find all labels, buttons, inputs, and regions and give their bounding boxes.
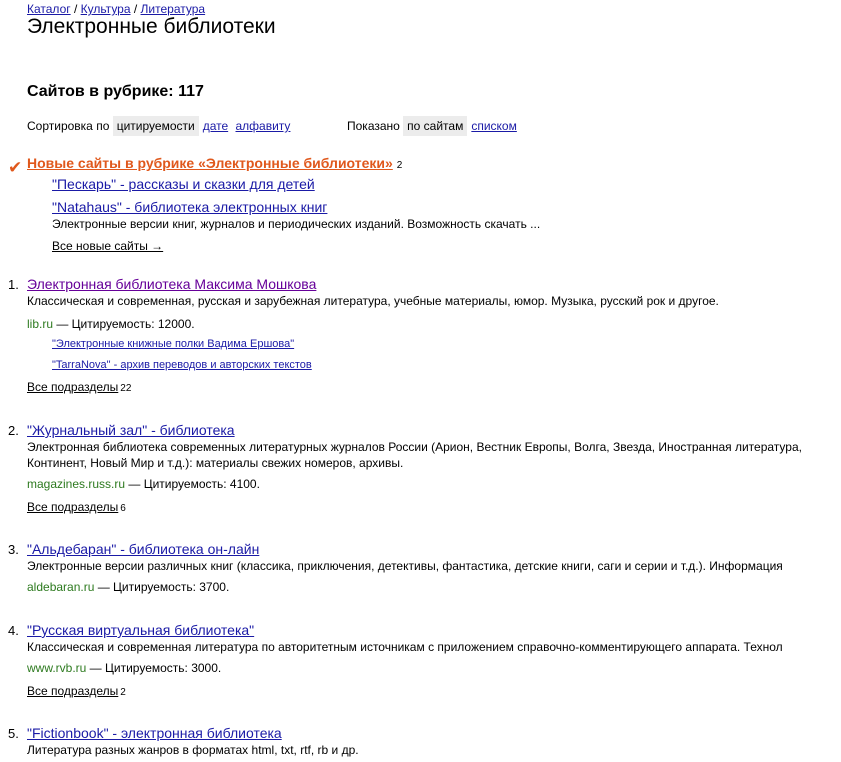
- view-option-list[interactable]: списком: [471, 119, 517, 133]
- all-subsections-link[interactable]: Все подразделы: [27, 684, 119, 698]
- new-sites-link[interactable]: Новые сайты в рубрике «Электронные библиотеки»: [27, 155, 393, 171]
- item-description: Литература разных жанров в форматах html, txt, rtf, rb и др.: [27, 743, 359, 757]
- breadcrumb-culture[interactable]: Культура: [80, 2, 131, 16]
- new-site-description: Электронные версии книг, журналов и периодических изданий. Возможность скачать ...: [52, 217, 541, 231]
- all-subsections: [27, 380, 131, 394]
- item-url: www.rvb.ru: [27, 661, 87, 675]
- breadcrumb-separator: /: [130, 2, 141, 16]
- subsection-item: [52, 338, 294, 350]
- list-item-title: [27, 622, 254, 638]
- item-citation: — Цитируемость: 3700.: [94, 580, 230, 594]
- subsection-count: 6: [120, 503, 126, 514]
- new-sites-header: [27, 155, 402, 171]
- new-site-item: [52, 176, 315, 192]
- page-title: Электронные библиотеки: [27, 15, 276, 38]
- sort-controls: [27, 116, 290, 136]
- new-site-link[interactable]: "Natahaus" - библиотека электронных книг: [52, 199, 328, 215]
- new-site-item: [52, 199, 327, 215]
- item-number: 1.: [8, 277, 19, 292]
- list-item-title: [27, 422, 235, 438]
- checkmark-icon: ✔: [8, 158, 23, 177]
- item-link[interactable]: "Журнальный зал" - библиотека: [27, 422, 235, 438]
- all-new-sites: [52, 239, 163, 253]
- new-site-link[interactable]: "Пескарь" - рассказы и сказки для детей: [52, 176, 315, 192]
- all-subsections-link[interactable]: Все подразделы: [27, 500, 119, 514]
- all-new-sites-link[interactable]: Все новые сайты →: [52, 239, 164, 253]
- breadcrumb-separator: /: [70, 2, 81, 16]
- sort-label: Сортировка по: [27, 119, 110, 133]
- subsection-link[interactable]: "Электронные книжные полки Вадима Ершова": [52, 338, 295, 350]
- item-description: Классическая и современная, русская и зарубежная литература, учебные материалы, юмор. Музыка, русский рок и другое.: [27, 294, 719, 308]
- all-subsections: [27, 500, 126, 514]
- item-citation: — Цитируемость: 4100.: [125, 477, 260, 491]
- item-meta: [27, 661, 221, 675]
- item-number: 4.: [8, 623, 19, 638]
- item-description: Электронная библиотека современных литературных журналов России (Арион, Вестник Европы, Волга, Звезда, Иностранная литература, Континент, Новый Мир и т.д.): материалы свежих номеров, архивы.: [27, 440, 802, 470]
- item-meta: [27, 580, 229, 594]
- view-controls: [347, 116, 517, 136]
- list-item-title: [27, 541, 259, 557]
- sort-option-date[interactable]: дате: [202, 119, 229, 133]
- item-description: Электронные версии различных книг (классика, приключения, детективы, фантастика, детские книги, саги и серии и т.д.). Информация: [27, 559, 783, 573]
- subsection-count: 2: [120, 687, 126, 698]
- sort-option-alphabet[interactable]: алфавиту: [235, 119, 291, 133]
- view-label: Показано: [347, 119, 400, 133]
- all-subsections-link[interactable]: Все подразделы: [27, 380, 119, 394]
- all-subsections: [27, 684, 126, 698]
- item-url: magazines.russ.ru: [27, 477, 126, 491]
- site-count: Сайтов в рубрике: 117: [27, 83, 204, 100]
- breadcrumb: [27, 2, 205, 16]
- view-option-sites: по сайтам: [403, 116, 467, 136]
- sort-option-citation: цитируемости: [113, 116, 199, 136]
- item-number: 3.: [8, 542, 19, 557]
- list-item-title: [27, 725, 282, 741]
- subsection-item: [52, 359, 312, 371]
- item-description: Классическая и современная литература по авторитетным источникам с приложением справочно-комментирующего аппарата. Технол: [27, 640, 783, 654]
- item-link[interactable]: "Fictionbook" - электронная библиотека: [27, 725, 282, 741]
- subsection-link[interactable]: "TarraNova" - архив переводов и авторских текстов: [52, 359, 312, 371]
- new-sites-count: 2: [396, 160, 403, 171]
- item-meta: [27, 477, 260, 491]
- item-number: 2.: [8, 423, 19, 438]
- breadcrumb-literature[interactable]: Литература: [140, 2, 206, 16]
- subsection-count: 22: [120, 383, 132, 394]
- item-link[interactable]: "Альдебаран" - библиотека он-лайн: [27, 541, 260, 557]
- item-link[interactable]: Электронная библиотека Максима Мошкова: [27, 276, 317, 292]
- item-citation: — Цитируемость: 3000.: [86, 661, 222, 675]
- item-number: 5.: [8, 726, 19, 741]
- item-url: lib.ru: [27, 317, 54, 331]
- item-url: aldebaran.ru: [27, 580, 95, 594]
- breadcrumb-catalog[interactable]: Каталог: [27, 2, 71, 16]
- list-item-title: [27, 276, 316, 292]
- item-meta: [27, 317, 195, 331]
- item-link[interactable]: "Русская виртуальная библиотека": [27, 622, 255, 638]
- item-citation: — Цитируемость: 12000.: [53, 317, 195, 331]
